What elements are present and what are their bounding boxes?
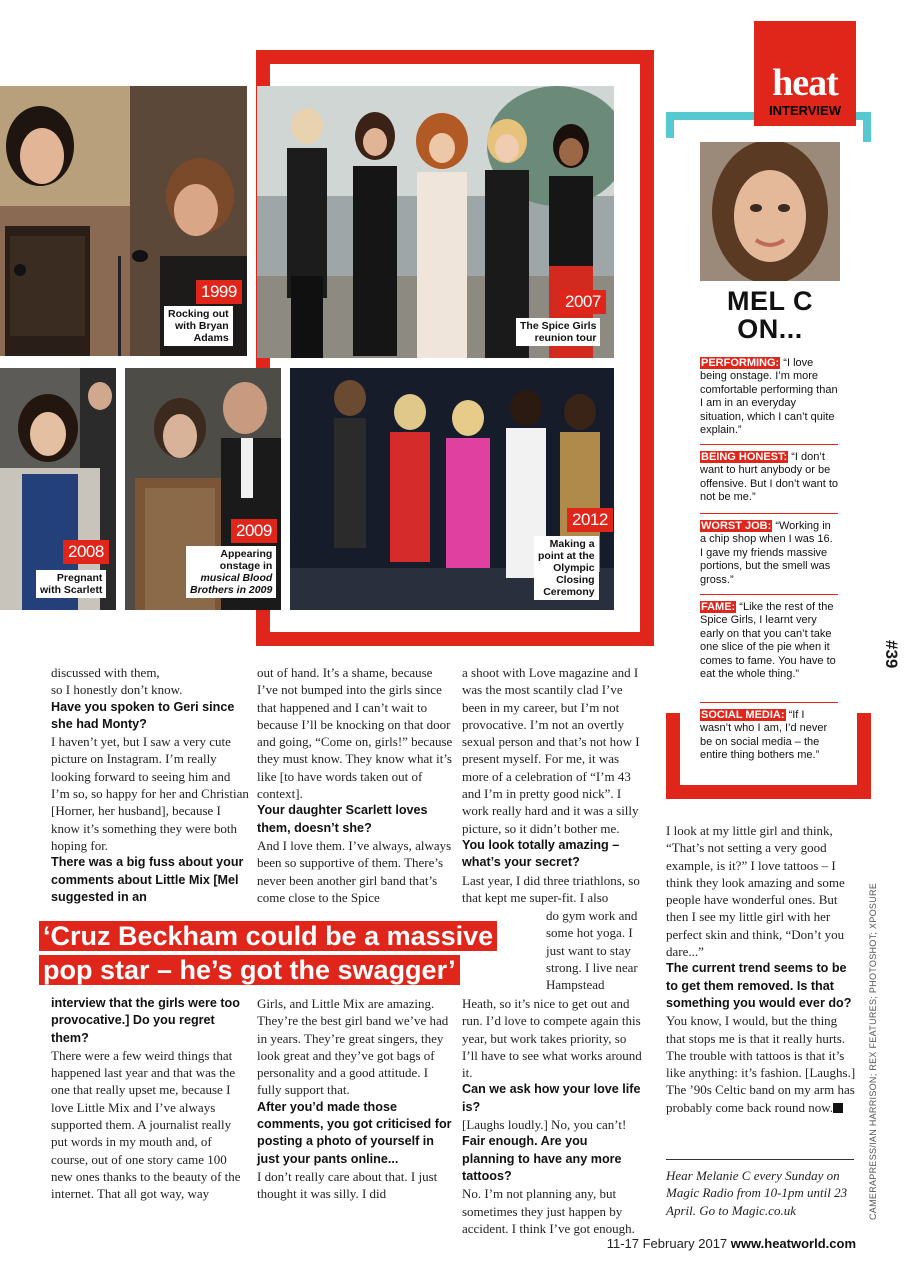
sidebar-title: MEL C ON... (726, 286, 813, 344)
website-link[interactable]: www.heatworld.com (730, 1236, 856, 1251)
article-column-2-top: out of hand. It’s a shame, because I’ve not bumped into the girls since that happened and I can’t wait to because I’ll be knocking on that door and going, “Come on, girls!” because they must know. They know what it’s like [to have words taken out of context]. Your daughter Scarlett loves them, doesn’t she? And I love them. I’ve always, always been so supportive of them. There’s never been another girl band that’s come close to the Spice (257, 665, 453, 905)
pull-quote: ‘Cruz Beckham could be a massive pop star – he’s got the swagger’ (39, 919, 539, 987)
article-column-1-top: discussed with them, so I honestly don’t know. Have you spoken to Geri since she had Monty? I haven’t yet, but I saw a very cute picture on Instagram. I’m really looking forward to seeing him and I’m so, so happy for her and Christian [Horner, her husband], because I know it’s something they were both hoping for. There was a big fuss about your comments about Little Mix [Mel suggested in an (51, 665, 249, 904)
teal-bracket-left (666, 112, 674, 138)
article-column-3-bottom: Heath, so it’s nice to get out and run. I’d love to compete again this year, but work takes priority, so I’ll have to see what works around it. Can we ask how your love life is? [Laughs loudly.] No, you can’t! Fair enough. Are you planning to have any more tattoos? No. I’m not planning any, but sometimes they just happen by accident. I think I’ve got enough. (462, 996, 642, 1236)
article-column-2-bottom: Girls, and Little Mix are amazing. They’re the best girl band we’ve had in years. They’re great singers, they look great and they’ve got bags of personality and a good attitude. I fully support that. After you’d made those comments, you got criticised for posting a photo of yourself in just your pants online... I don’t really care about that. I just thought it was silly. I did (257, 996, 452, 1202)
mel-c-portrait (700, 142, 840, 281)
heat-logo-box (754, 21, 856, 126)
heat-logo: heat (772, 62, 838, 104)
year-badge-2007: 2007 (560, 290, 606, 314)
caption-2008: Pregnant with Scarlett (36, 570, 106, 598)
year-badge-2008: 2008 (63, 540, 109, 564)
sidebar-item-social-media: SOCIAL MEDIA: “If I wasn’t who I am, I’d never be on social media – the entire thing bothers me.” (700, 709, 828, 762)
footnote-divider (666, 1159, 854, 1160)
sidebar-item-worst-job: WORST JOB: “Working in a chip shop when I was 16. I gave my friends massive portions, but the smell was gross.” (700, 520, 833, 586)
caption-2009: Appearing onstage in musical Blood Brothers in 2009 (186, 546, 276, 598)
sidebar-divider (700, 513, 838, 514)
article-column-3-wrap: do gym work and some hot yoga. I just want to stay strong. I live near Hampstead (546, 908, 638, 993)
sidebar-divider (700, 444, 838, 445)
sidebar-item-fame: FAME: “Like the rest of the Spice Girls, I learnt very early on that you can’t take one slice of the pie when it comes to fame. You have to eat the whole thing.” (700, 601, 836, 681)
sidebar-item-being-honest: BEING HONEST: “I don’t want to hurt anybody or be offensive. But I don’t want to not be me.” (700, 451, 838, 504)
end-mark-icon (833, 1103, 843, 1113)
sidebar-label: PERFORMING: (701, 357, 780, 369)
page-footer: 11-17 February 2017 www.heatworld.com (606, 1236, 856, 1251)
sidebar-divider (700, 594, 838, 595)
teal-bracket-right (863, 112, 871, 142)
sidebar-label: SOCIAL MEDIA: (701, 709, 785, 721)
photo-credit: CAMERAPRESS/IAN HARRISON; REX FEATURES; PHOTOSHOT; XPOSURE (868, 882, 878, 1220)
radio-footnote: Hear Melanie C every Sunday on Magic Radio from 10-1pm until 23 April. Go to Magic.co.uk (666, 1168, 848, 1218)
article-column-3-top: a shoot with Love magazine and I was the most scantily clad I’ve been in my career, but I’m not provocative. I’m not an overtly sexual person and that’s not how I present myself. For me, it was more of a celebration of “I’m 43 and I’m in pretty good nick”. I work really hard and it was a silly picture, so it didn’t bother me. You look totally amazing – what’s your secret? Last year, I did three triathlons, so that kept me super-fit. I also (462, 665, 640, 905)
section-label: INTERVIEW (769, 103, 841, 118)
sidebar-item-performing: PERFORMING: “I love being onstage. I’m more comfortable performing than I am in an everyday situation, which I can’t quite explain.” (700, 357, 838, 437)
sidebar-label: BEING HONEST: (701, 451, 788, 463)
caption-2007: The Spice Girls reunion tour (516, 318, 600, 346)
year-badge-2012: 2012 (567, 508, 613, 532)
article-column-4: I look at my little girl and think, “That’s not setting a very good example, is it?” I love tattoos – I think they look amazing and some people have wonderful ones. But then I see my little girl with her perfect skin and think, “Don’t you dare...” The current trend seems to be to get them removed. Is that something you would ever do? You know, I would, but the thing that stops me is that it really hurts. The trouble with tattoos is that it’s like anything: it’s fashion. [Laughs.] The ’90s Celtic band on my arm has probably come back round now. (666, 823, 856, 1115)
sidebar-label: WORST JOB: (701, 520, 772, 532)
sidebar-divider (700, 702, 838, 703)
article-column-1-bottom: interview that the girls were too provocative.] Do you regret them? There were a few weird things that happened last year and that was the one that really upset me, because I love Little Mix and I’ve always supported them. A journalist really put words in my mouth and, of course, out of one story came 100 new ones thanks to the beauty of the internet. That all got way, way (51, 996, 241, 1202)
year-badge-2009: 2009 (231, 519, 277, 543)
red-bracket-bottom (666, 713, 871, 799)
caption-2012: Making a point at the Olympic Closing Ceremony (534, 536, 599, 600)
year-badge-1999: 1999 (196, 280, 242, 304)
caption-1999: Rocking out with Bryan Adams (164, 306, 233, 346)
sidebar-label: FAME: (701, 601, 736, 613)
page-number: #39 (882, 640, 901, 669)
